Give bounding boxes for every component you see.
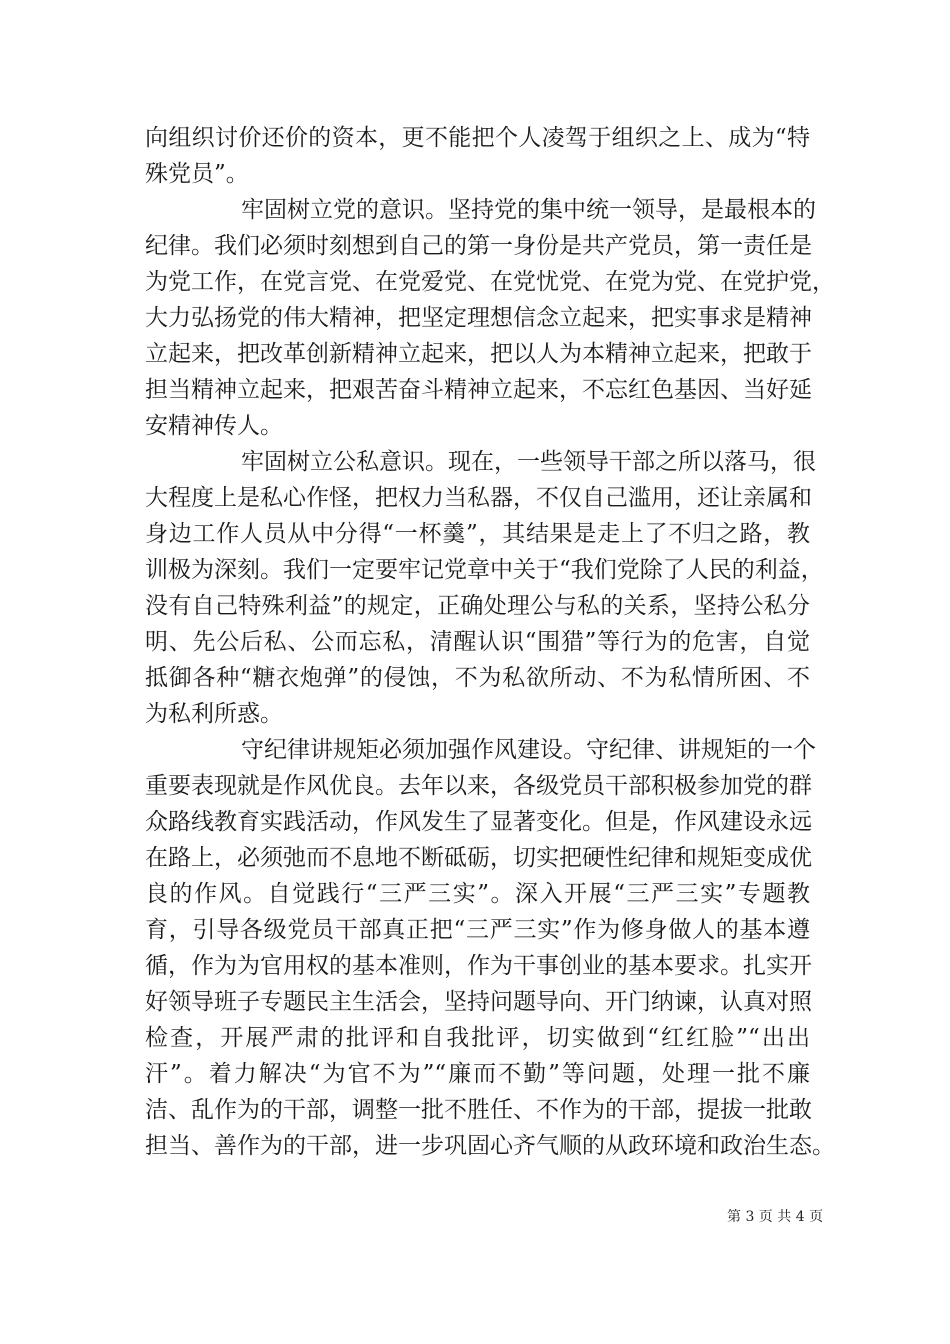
paragraph-heading-line: 牢固树立党的意识。坚持党的集中统一领导，是最根本的 [241,197,816,223]
text-line: 大程度上是私心作怪，把权力当私器，不仅自己滥用，还让亲属和 [145,485,812,511]
text-line: 抵御各种“糖衣炮弹”的侵蚀，不为私欲所动、不为私情所困、不 [145,665,810,691]
text-line: 洁、乱作为的干部，调整一批不胜任、不作为的干部，提拔一批敢 [145,1097,812,1123]
text-line: 纪律。我们必须时刻想到自己的第一身份是共产党员，第一责任是 [145,233,812,259]
text-line: 好领导班子专题民主生活会，坚持问题导向、开门纳谏，认真对照 [145,989,812,1015]
text-line: 向组织讨价还价的资本，更不能把个人凌驾于组织之上、成为“特 [145,125,810,151]
text-line: 良的作风。自觉践行“三严三实”。深入开展“三严三实”专题教 [145,881,810,907]
text-line: 为党工作，在党言党、在党爱党、在党忧党、在党为党、在党护党， [145,269,835,295]
text-line: 育，引导各级党员干部真正把“三严三实”作为修身做人的基本遵 [145,917,810,943]
text-line: 在路上，必须弛而不息地不断砥砺，切实把硬性纪律和规矩变成优 [145,845,812,871]
text-line: 殊党员”。 [145,161,249,187]
text-line: 众路线教育实践活动，作风发生了显著变化。但是，作风建设永远 [145,809,812,835]
text-line: 明、先公后私、公而忘私，清醒认识“围猎”等行为的危害，自觉 [145,629,810,655]
text-line: 担当精神立起来，把艰苦奋斗精神立起来，不忘红色基因、当好延 [145,377,812,403]
text-line: 没有自己特殊利益”的规定，正确处理公与私的关系，坚持公私分 [145,593,810,619]
body-text [145,120,835,1164]
text-line: 循，作为为官用权的基本准则，作为干事创业的基本要求。扎实开 [145,953,812,979]
text-line: 检查，开展严肃的批评和自我批评，切实做到“红红脸”“出出 [145,1025,810,1051]
text-line: 大力弘扬党的伟大精神，把坚定理想信念立起来，把实事求是精神 [145,305,812,331]
text-line: 安精神传人。 [145,413,283,439]
text-line: 担当、善作为的干部，进一步巩固心齐气顺的从政环境和政治生态。 [145,1133,835,1159]
paragraph-heading-line: 牢固树立公私意识。现在，一些领导干部之所以落马，很 [241,449,816,475]
text-line: 立起来，把改革创新精神立起来，把以人为本精神立起来，把敢于 [145,341,812,367]
text-line: 汗”。着力解决“为官不为”“廉而不勤”等问题，处理一批不廉 [145,1061,810,1087]
text-line: 训极为深刻。我们一定要牢记党章中关于“我们党除了人民的利益， [145,557,824,583]
text-line: 身边工作人员从中分得“一杯羹”，其结果是走上了不归之路，教 [145,521,810,547]
text-line: 重要表现就是作风优良。去年以来，各级党员干部积极参加党的群 [145,773,812,799]
text-line: 为私利所惑。 [145,701,283,727]
paragraph-heading-line: 守纪律讲规矩必须加强作风建设。守纪律、讲规矩的一个 [241,737,816,763]
page-number-footer: 第 3 页 共 4 页 [727,1209,824,1225]
